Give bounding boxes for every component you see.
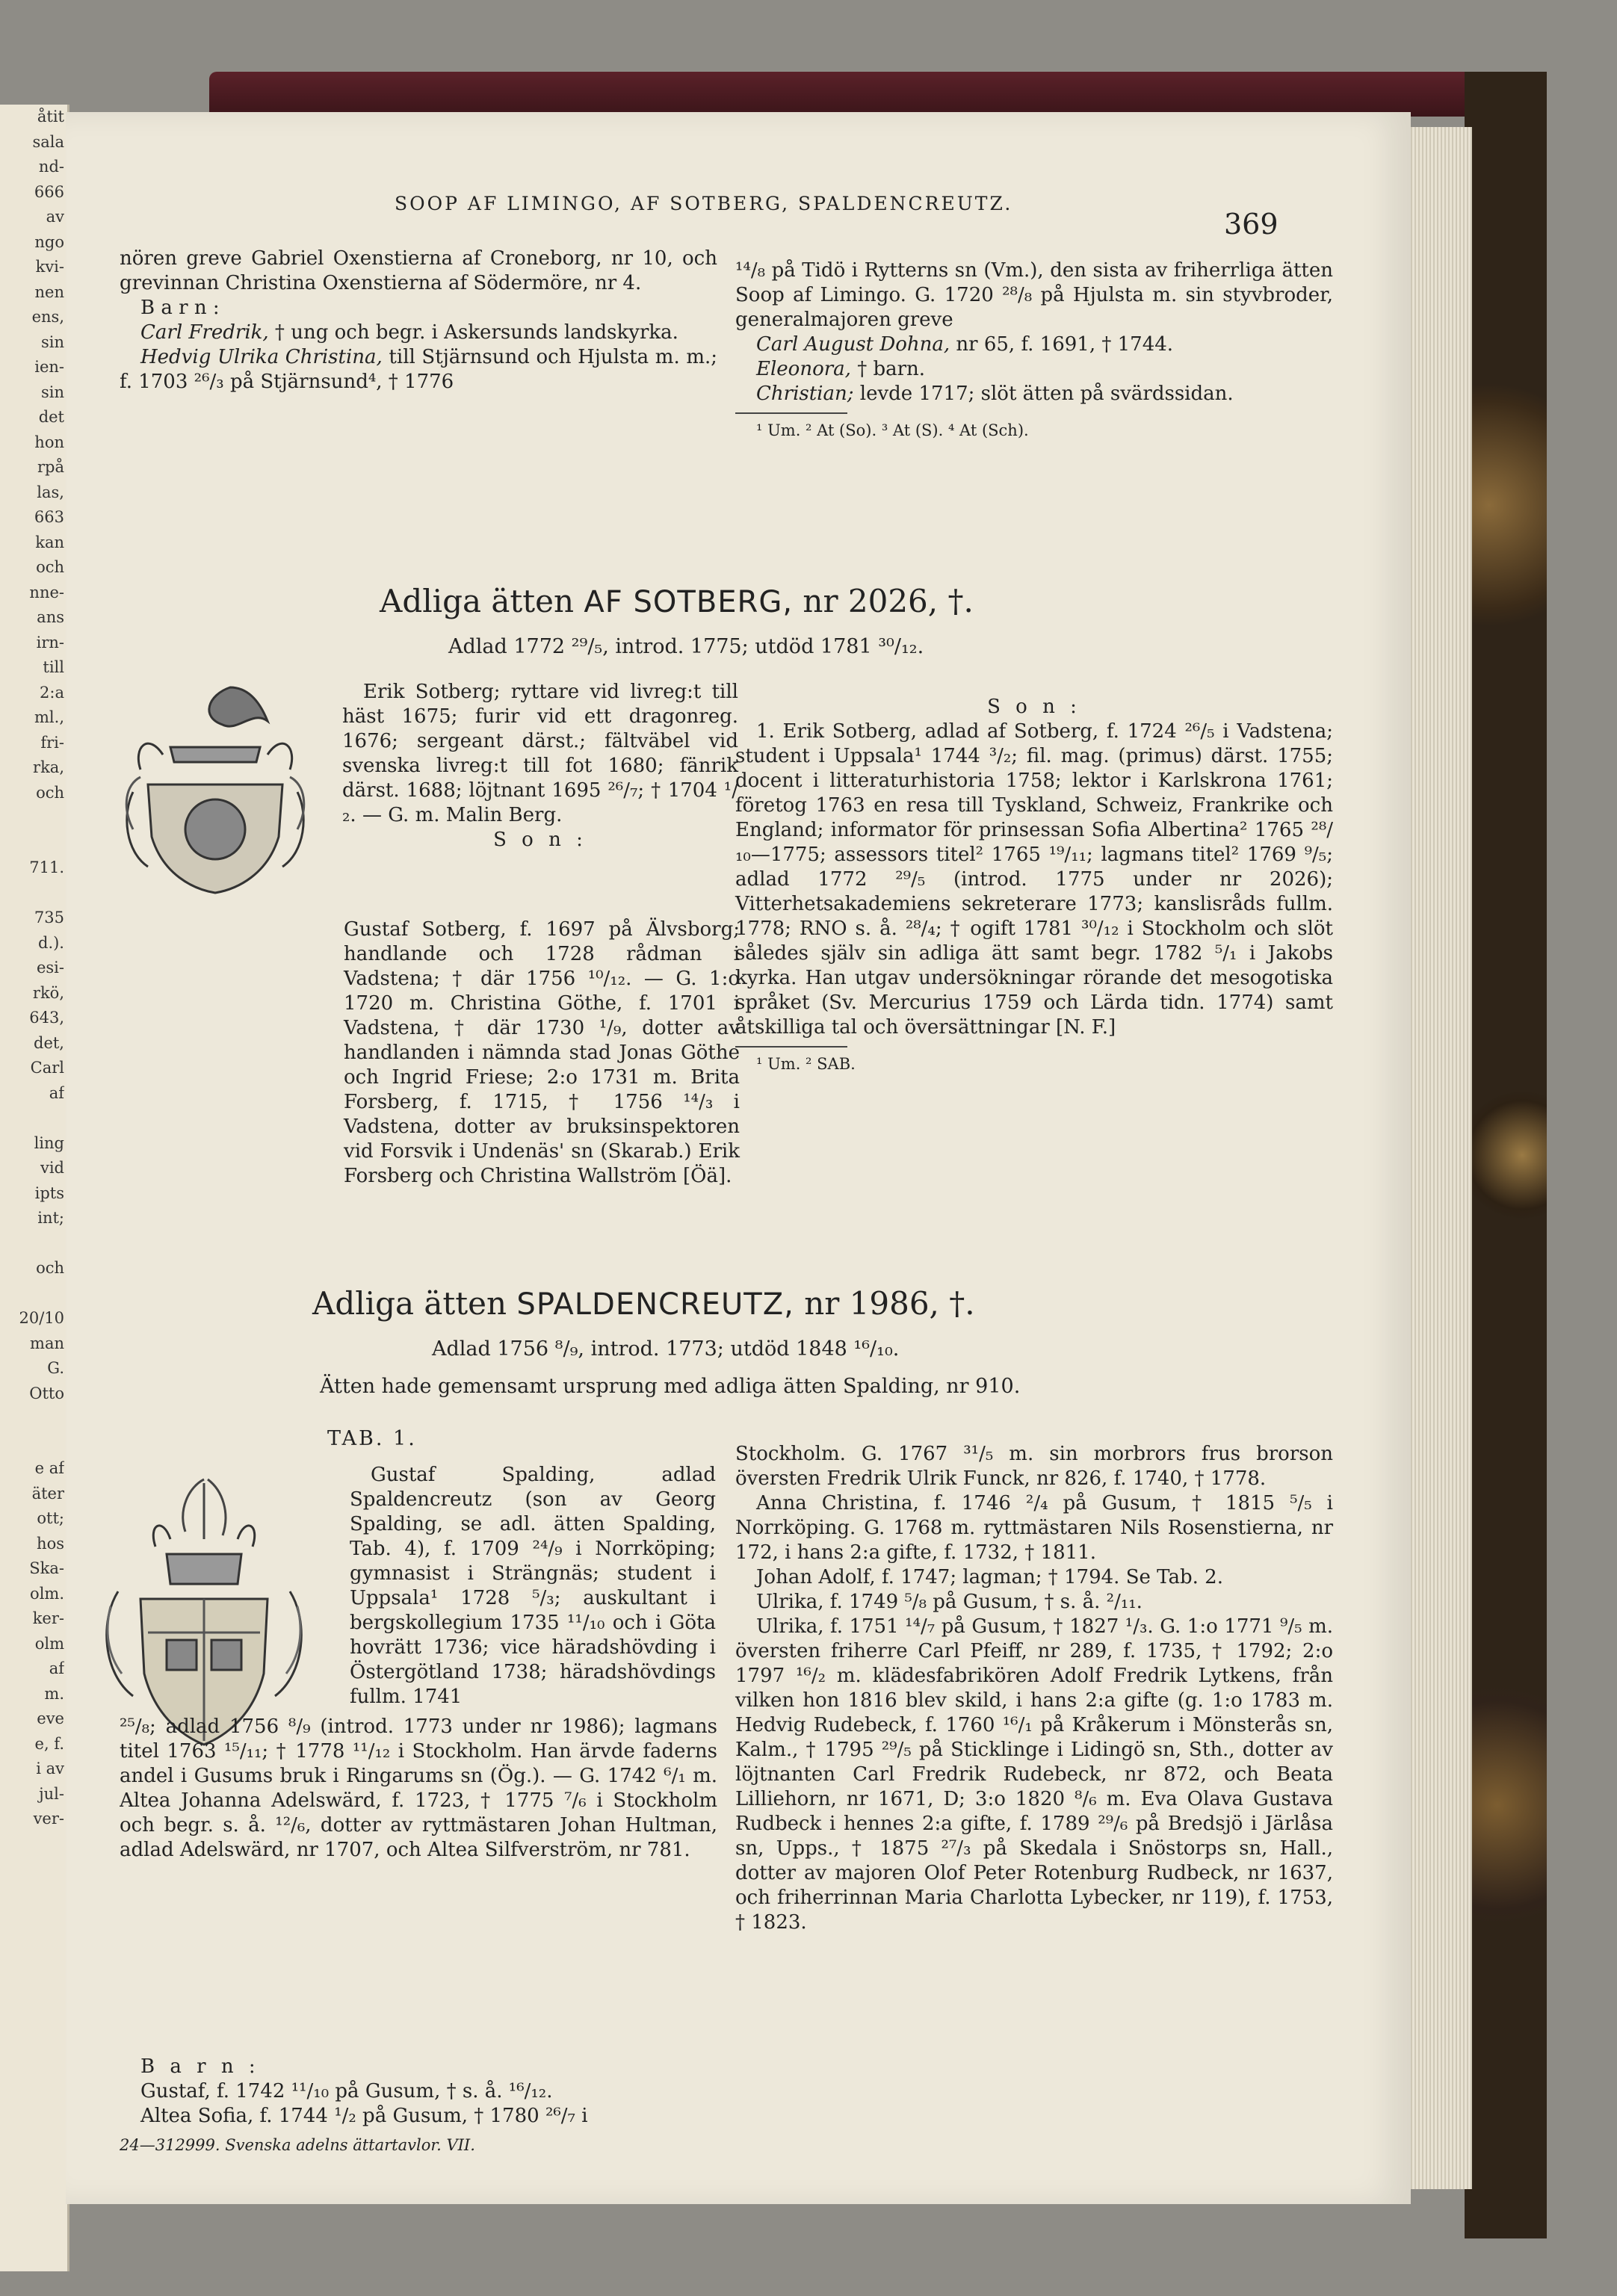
left-margin-line: det: [38, 408, 64, 426]
heading-suffix: nr 1986, †.: [794, 1285, 975, 1322]
sotberg-heading: [380, 583, 974, 619]
right-altea-continued: Stockholm. G. 1767 ³¹/₅ m. sin morbrors frus brorson översten Fredrik Ulrik Funck, nr 826, f. 1740, † 1778.: [735, 1443, 1333, 1490]
left-margin-line: int;: [37, 1209, 64, 1227]
left-page-text-strip: [0, 105, 64, 1832]
left-margin-line: 643,: [29, 1009, 64, 1027]
left-margin-line: ipts: [34, 1183, 64, 1202]
left-margin-line: nd-: [38, 158, 64, 176]
spaldencreutz-coat-of-arms: [96, 1472, 312, 1756]
footnote-rule: [735, 412, 847, 414]
soop-left-column: [120, 247, 717, 394]
spaldencreutz-gustaf-entry: Gustaf Spalding, adlad Spaldencreutz (son av Georg Spalding, se adl. ätten Spalding, Tab. 4), f. 1709 ²⁴/₉ i Norrköping; gymnasist i Strängnäs; student i Uppsala¹ 1728 ⁵/₃; auskultant i bergskollegium 1735 ¹¹/₁₀ och i Göta hovrätt 1736; vice häradshövding i Östergötland 1738; häradshövdings fullm. 1741: [350, 1464, 716, 1708]
left-margin-line: äter: [31, 1484, 64, 1503]
sotberg-erik-adlad-entry: 1. Erik Sotberg, adlad af Sotberg, f. 1724 ²⁶/₅ i Vadstena; student i Uppsala¹ 1744 ³/₂; fil. mag. (primus) därst. 1755; docent i litteraturhistoria 1758; lektor i Karlskrona 1761; företog 1763 en resa till Tyskland, Schweiz, Frankrike och England; informator för prinsessan Sofia Albertina² 1765 ²⁸/₁₀—1775; assessors titel² 1765 ¹⁹/₁₁; lagmans titel² 1769 ⁹/₅; adlad 1772 ²⁹/₅ (introd. 1775 under nr 2026); Vitterhetsakademiens sekreterare 1773; kanslisråds fullm. 1778; RNO s. å. ²⁸/₄; † ogift 1781 ³⁰/₁₂ i Stockholm och slöt således själv sin adliga ätt samt begr. 1782 ⁵/₁ i Jakobs kyrka. Han utgav undersökningar rörande det mesogotiska språket (Sv. Mercurius 1759 och Lärda tidn. 1774) samt åtskilliga tal och översättningar [N. F.]: [735, 720, 1333, 1039]
left-margin-line: ker-: [32, 1609, 64, 1627]
person-name: Christian;: [756, 383, 854, 405]
left-margin-line: ml.,: [34, 708, 64, 726]
left-margin-line: [0, 881, 64, 906]
soop-right-p2: [735, 332, 1333, 357]
book-cover-right: [1465, 72, 1547, 2238]
page-content: [66, 112, 1411, 2204]
left-margin-line: hon: [34, 433, 64, 451]
spaldencreutz-left-lower: [120, 1715, 717, 2047]
left-margin-line: [0, 1406, 64, 1432]
left-margin-line: ans: [37, 608, 64, 626]
signature-line: 24—312999. Svenska adelns ättartavlor. VII.: [120, 2136, 475, 2154]
sotberg-left-lower: [120, 918, 740, 1189]
sotberg-footnotes: ¹ Um. ² SAB.: [756, 1055, 856, 1073]
left-margin-line: kvi-: [35, 258, 64, 276]
spaldencreutz-origin: Ätten hade gemensamt ursprung med adliga ätten Spalding, nr 910.: [320, 1375, 1021, 1398]
person-name: Eleonora,: [756, 358, 851, 380]
heading-prefix: Adliga ätten: [312, 1285, 517, 1322]
left-margin-line: av: [46, 208, 64, 226]
left-margin-line: sin: [40, 332, 64, 351]
left-margin-line: 711.: [29, 858, 64, 876]
barn-label: B a r n :: [140, 2055, 260, 2078]
left-margin-line: esi-: [36, 959, 64, 977]
book-cover-top: [209, 72, 1547, 117]
left-margin-line: det,: [34, 1033, 64, 1052]
soop-right-p4: [735, 382, 1333, 406]
left-margin-line: kan: [35, 533, 64, 551]
left-margin-line: och: [36, 783, 64, 802]
family-name: SPALDENCREUTZ,: [516, 1287, 794, 1322]
left-margin-line: sin: [40, 383, 64, 401]
soop-right-p1: ¹⁴/₈ på Tidö i Rytterns sn (Vm.), den sista av friherrliga ätten Soop af Limingo. G. 1720 ²⁸/₈ på Hjulsta m. sin styvbroder, generalmajoren greve: [735, 259, 1333, 331]
family-name: AF SOTBERG,: [584, 585, 794, 619]
left-margin-line: i av: [36, 1760, 64, 1777]
left-margin-line: fri-: [40, 733, 64, 752]
left-margin-line: ngo: [34, 232, 64, 251]
person-name: Hedvig Ulrika Christina,: [140, 346, 383, 368]
spaldencreutz-gustaf-upper: [350, 1463, 716, 1709]
left-margin-line: Ska-: [29, 1559, 64, 1577]
left-margin-line: m.: [44, 1684, 64, 1703]
soop-left-p2: [120, 321, 717, 345]
left-margin-line: rkö,: [32, 983, 64, 1002]
left-margin-line: olm.: [30, 1584, 64, 1603]
sotberg-subheading: Adlad 1772 ²⁹/₅, introd. 1775; utdöd 1781 ³⁰/₁₂.: [448, 635, 924, 658]
left-margin-line: 20/10: [19, 1309, 64, 1327]
left-margin-line: [0, 1106, 64, 1131]
son-label: S o n :: [987, 696, 1081, 718]
left-margin-line: af: [49, 1083, 64, 1102]
left-margin-line: irn-: [36, 633, 64, 652]
left-margin-line: G.: [47, 1359, 64, 1377]
left-margin-line: man: [30, 1334, 64, 1352]
running-head: SOOP AF LIMINGO, AF SOTBERG, SPALDENCREUTZ.: [395, 193, 1013, 214]
person-details: till Stjärnsund och Hjulsta m. m.; f. 1703 ²⁶/₃ på Stjärnsund⁴, † 1776: [120, 346, 717, 393]
sotberg-left-upper: [342, 680, 738, 853]
left-margin-line: och: [36, 1259, 64, 1277]
footnote-rule: [735, 1046, 847, 1048]
sotberg-erik-entry: Erik Sotberg; ryttare vid livreg:t till häst 1675; furir vid ett dragonreg. 1676; sergeant därst.; fältväbel vid svenska livreg:t till fot 1680; fänrik därst. 1688; löjtnant 1695 ²⁶/₇; † 1704 ¹/₂. — G. m. Malin Berg.: [342, 681, 738, 826]
left-margin-line: jul-: [39, 1784, 64, 1803]
left-margin-line: till: [43, 658, 64, 676]
left-margin-line: ling: [34, 1133, 64, 1152]
left-margin-line: vid: [40, 1159, 64, 1177]
person-name: Carl Fredrik,: [140, 321, 269, 344]
heading-suffix: nr 2026, †.: [793, 583, 974, 619]
person-name: Carl August Dohna,: [756, 333, 950, 356]
left-margin-line: rpå: [37, 458, 64, 476]
left-margin-line: 663: [34, 508, 64, 526]
soop-left-p1: nören greve Gabriel Oxenstierna af Croneborg, nr 10, och grevinnan Christina Oxenstierna af Södermöre, nr 4.: [120, 247, 717, 294]
spaldencreutz-heading: [312, 1285, 975, 1322]
left-margin-line: ien-: [34, 358, 64, 376]
left-margin-line: las,: [37, 483, 64, 501]
child-altea: Altea Sofia, f. 1744 ¹/₂ på Gusum, † 1780 ²⁶/₇ i: [140, 2105, 588, 2127]
left-margin-line: e, f.: [34, 1734, 64, 1753]
left-margin-line: [0, 1281, 64, 1307]
spaldencreutz-subheading: Adlad 1756 ⁸/₉, introd. 1773; utdöd 1848 ¹⁶/₁₀.: [432, 1337, 900, 1361]
spaldencreutz-right-column: [735, 1442, 1333, 1935]
page-number: 369: [1224, 208, 1279, 241]
right-page: [66, 112, 1411, 2204]
person-details: levde 1717; slöt ätten på svärdssidan.: [853, 383, 1234, 405]
spaldencreutz-barn-block: [120, 2055, 717, 2158]
left-margin-line: d.).: [38, 933, 64, 952]
soop-right-column: [735, 259, 1333, 443]
child-anna-christina: Anna Christina, f. 1746 ²/₄ på Gusum, † 1815 ⁵/₅ i Norrköping. G. 1768 m. ryttmästaren Nils Rosenstierna, nr 172, i hans 2:a gifte, f. 1732, † 1811.: [735, 1492, 1333, 1564]
child-johan-adolf: Johan Adolf, f. 1747; lagman; † 1794. Se Tab. 2.: [756, 1566, 1223, 1588]
left-margin-line: 735: [34, 909, 64, 926]
person-details: nr 65, f. 1691, † 1744.: [950, 333, 1174, 356]
left-margin-line: åtit: [37, 108, 64, 126]
heading-prefix: Adliga ätten: [380, 583, 584, 619]
soop-right-p3: [735, 357, 1333, 382]
left-margin-line: 666: [34, 182, 64, 201]
left-page: [0, 105, 69, 2271]
sotberg-coat-of-arms: [118, 680, 312, 897]
left-margin-line: 2:a: [40, 683, 64, 702]
spaldencreutz-gustaf-continued: ²⁵/₈; adlad 1756 ⁸/₉ (introd. 1773 under nr 1986); lagmans titel 1763 ¹⁵/₁₁; † 1778 ¹¹/₁₂ i Stockholm. Han ärvde faderns andel i Gusums bruk i Ringarums sn (Ög.). — G. 1742 ⁶/₁ m. Altea Johanna Adelswärd, f. 1723, † 1775 ⁷/₆ i Stockholm och begr. s. å. ¹²/₆, dotter av ryttmästaren Johan Hultman, adlad Adelswärd, nr 1707, och Altea Silfverström, nr 781.: [120, 1715, 717, 1861]
sotberg-gustaf-entry: Gustaf Sotberg, f. 1697 på Älvsborg; handlande och 1728 rådman i Vadstena; † där 1756 ¹⁰/₁₂. — G. 1:o 1720 m. Christina Göthe, f. 1701 i Vadstena, † där 1730 ¹/₉, dotter av handlanden i nämnda stad Jonas Göthe och Ingrid Friese; 2:o 1731 m. Brita Forsberg, f. 1715, † 1756 ¹⁴/₃ i Vadstena, dotter av bruksinspektoren vid Forsvik i Undenäs' sn (Skarab.) Erik Forsberg och Christina Wallström [Öä].: [344, 918, 740, 1187]
left-margin-line: ens,: [31, 308, 64, 326]
sotberg-right-column: [735, 695, 1333, 1077]
left-margin-line: Carl: [30, 1059, 64, 1077]
left-margin-line: e af: [34, 1459, 64, 1477]
left-margin-line: ver-: [33, 1810, 64, 1828]
child-gustaf: Gustaf, f. 1742 ¹¹/₁₀ på Gusum, † s. å. ¹⁶/₁₂.: [140, 2080, 553, 2102]
left-margin-line: nne-: [29, 583, 64, 601]
left-margin-line: hos: [37, 1534, 64, 1553]
left-margin-line: [0, 805, 64, 831]
child-ulrika-1751: Ulrika, f. 1751 ¹⁴/₇ på Gusum, † 1827 ¹/₃. G. 1:o 1771 ⁹/₅ m. översten friherre Carl Pfeiff, nr 289, f. 1735, † 1792; 2:o 1797 ¹⁶/₂ m. klädesfabrikören Adolf Fredrik Lytkens, från vilken hon 1816 blev skild, i hans 2:a gifte (g. 1:o 1783 m. Hedvig Rudebeck, f. 1760 ¹⁶/₁ på Kråkerum i Mönsterås sn, Kalm., † 1795 ²⁹/₅ på Sticklinge i Lidingö sn, Sth., dotter av löjtnanten Carl Fredrik Rudebeck, nr 872, och Beata Lilliehorn, nr 1671, D; 3:o 1820 ⁸/₆ m. Eva Olava Gustava Rudbeck i hennes 2:a gifte, f. 1789 ²⁹/₆ på Bredsjö i Järlåsa sn, Upps., † 1875 ²⁷/₃ på Skedala i Snöstorps sn, Hall., dotter av majoren Olof Peter Rotenburg Rudbeck, nr 1637, och friherrinnan Maria Charlotta Lybecker, nr 119), f. 1753, † 1823.: [735, 1615, 1333, 1934]
left-margin-line: [0, 1231, 64, 1257]
child-ulrika-1749: Ulrika, f. 1749 ⁵/₈ på Gusum, † s. å. ²/₁₁.: [756, 1591, 1143, 1613]
left-margin-line: nen: [34, 282, 64, 301]
left-margin-line: eve: [37, 1709, 64, 1727]
left-margin-line: och: [36, 558, 64, 576]
left-margin-line: [0, 1432, 64, 1457]
left-margin-line: [0, 831, 64, 856]
left-margin-line: sala: [32, 132, 64, 151]
left-margin-line: rka,: [33, 758, 64, 776]
left-margin-line: Otto: [29, 1384, 64, 1402]
tab-label: TAB. 1.: [327, 1427, 417, 1450]
soop-footnotes: ¹ Um. ² At (So). ³ At (S). ⁴ At (Sch).: [756, 421, 1029, 439]
left-margin-line: ott;: [37, 1509, 64, 1527]
person-details: † ung och begr. i Askersunds landskyrka.: [268, 321, 678, 344]
barn-label: B a r n :: [140, 297, 220, 319]
left-margin-line: af: [49, 1659, 64, 1677]
person-details: † barn.: [850, 358, 926, 380]
son-label: S o n :: [493, 829, 587, 851]
soop-left-p3: [120, 345, 717, 394]
left-margin-line: olm: [34, 1634, 64, 1653]
